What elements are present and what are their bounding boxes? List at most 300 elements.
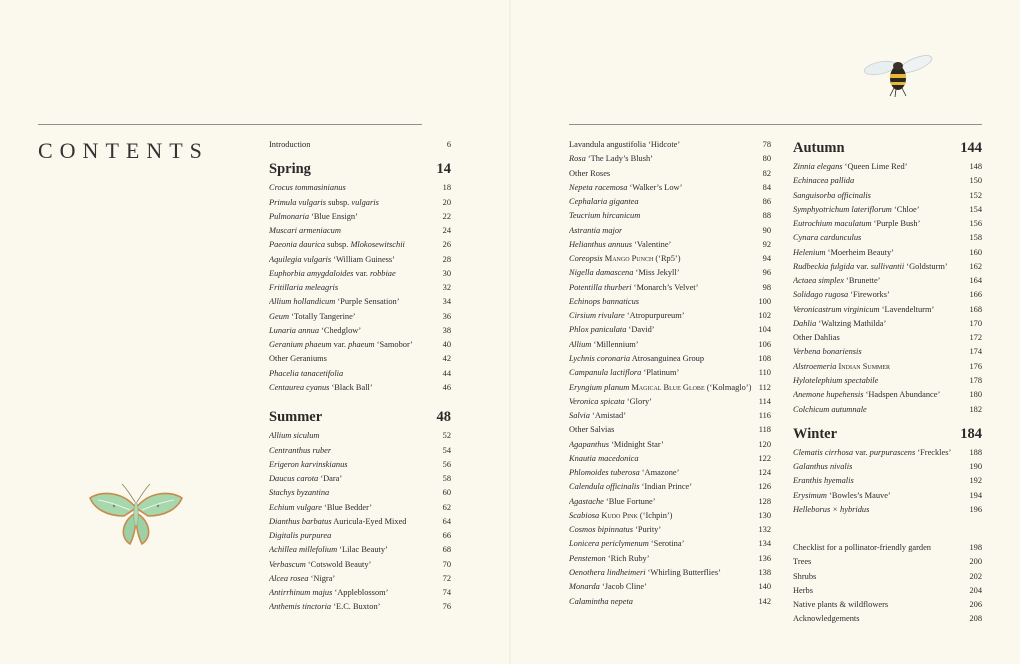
entry-page-number: 20: [442, 197, 451, 207]
toc-entry: [569, 167, 771, 181]
entry-title: [269, 295, 400, 309]
entry-page-number: 96: [762, 268, 771, 278]
entry-title-part: ‘Amistad’: [589, 411, 626, 421]
toc-entry: [793, 374, 982, 388]
entry-title-part: Allium: [569, 339, 592, 349]
entry-page-number: 64: [442, 516, 451, 526]
entry-page-number: 70: [442, 559, 451, 569]
entry-page-number: 86: [762, 197, 771, 207]
entry-title-part: ‘Lavendelturm’: [879, 304, 935, 314]
entry-title-part: Kudo Pink: [599, 510, 638, 520]
toc-entry: [793, 503, 982, 517]
entry-title-part: Rosa: [569, 154, 586, 164]
page-title: CONTENTS: [38, 138, 209, 163]
entry-title: [269, 267, 396, 281]
entry-title-part: ‘Valentine’: [632, 239, 672, 249]
entry-title: [569, 295, 639, 309]
entry-title-part: ‘William Guiness’: [331, 254, 395, 264]
entry-title-part: Dahlia: [793, 318, 817, 328]
entry-title: [269, 429, 319, 443]
entry-title: [569, 495, 656, 509]
entry-title: [269, 224, 341, 238]
entry-page-number: 78: [762, 140, 771, 149]
entry-page-number: 128: [758, 496, 771, 506]
entry-page-number: 18: [442, 183, 451, 193]
entry-title: [793, 260, 948, 274]
entry-title-part: ‘Blue Ensign’: [309, 211, 358, 221]
entry-title-part: Hylotelephium spectabile: [793, 375, 879, 385]
toc-entry: [269, 558, 451, 572]
entry-title-part: Erigeron karvinskianus: [269, 459, 348, 469]
entry-title: [569, 323, 655, 337]
entry-title-part: Phlox paniculata: [569, 325, 627, 335]
entry-title-part: (‘Kolmaglo’): [704, 382, 752, 392]
entry-title: [569, 423, 614, 437]
entry-page-number: 110: [758, 368, 771, 378]
entry-title-part: ‘The Lady’s Blush’: [585, 154, 653, 164]
toc-entry: [793, 460, 982, 474]
entry-title-part: var.: [353, 268, 370, 278]
entry-title: [569, 537, 684, 551]
entry-title-part: ‘Amazone’: [639, 468, 680, 478]
entry-page-number: 112: [758, 382, 771, 392]
entry-page-number: 154: [969, 204, 982, 214]
toc-entry: [569, 138, 771, 152]
toc-entry: [793, 446, 982, 460]
entry-title: [793, 231, 861, 245]
toc-entry: [269, 338, 451, 352]
entry-title-part: Muscari armeniacum: [269, 226, 341, 236]
entry-title-part: purpurascens: [869, 447, 916, 457]
entry-title-part: var.: [854, 261, 871, 271]
entry-page-number: 190: [969, 462, 982, 472]
entry-title-part: ‘Moerheim Beauty’: [825, 247, 894, 257]
entry-page-number: 84: [762, 182, 771, 192]
section-heading-spring: [269, 159, 451, 179]
entry-title-part: (‘Rp5’): [653, 254, 681, 264]
entry-page-number: 126: [758, 482, 771, 492]
entry-title: [569, 466, 679, 480]
entry-title-part: (‘Ichpin’): [637, 510, 673, 520]
entry-page-number: 90: [762, 225, 771, 235]
entry-title-part: subsp.: [325, 240, 351, 250]
entry-title-part: Echinacea pallida: [793, 176, 855, 186]
toc-entry: [793, 189, 982, 203]
entry-title: [269, 515, 406, 529]
toc-entry: [569, 266, 771, 280]
entry-title-part: Symphyotrichum lateriflorum: [793, 204, 892, 214]
entry-title-part: Eranthis hyemalis: [793, 476, 854, 486]
entry-page-number: 134: [758, 539, 771, 549]
entry-title-part: ‘Dara’: [318, 474, 343, 484]
entry-title: [269, 486, 329, 500]
entry-page-number: 40: [442, 340, 451, 350]
toc-entry: [793, 260, 982, 274]
entry-page-number: 66: [442, 531, 451, 541]
entry-title-part: Coreopsis: [569, 254, 603, 264]
entry-page-number: 120: [758, 439, 771, 449]
entry-title-part: Allium hollandicum: [269, 297, 336, 307]
entry-title: [793, 345, 862, 359]
entry-page-number: 102: [758, 311, 771, 321]
entry-title-part: Veronica spicata: [569, 396, 625, 406]
entry-title: [269, 558, 371, 572]
toc-entry: [569, 423, 771, 437]
entry-page-number: 38: [442, 325, 451, 335]
entry-title: [569, 152, 653, 166]
entry-title-part: Pulmonaria: [269, 211, 310, 221]
entry-title-part: Clematis cirrhosa: [793, 447, 854, 457]
toc-entry: [569, 452, 771, 466]
entry-title: [269, 600, 380, 614]
entry-page-number: 170: [969, 318, 982, 328]
entry-page-number: 192: [969, 476, 982, 486]
toc-entry: [569, 181, 771, 195]
entry-title-part: ‘Walker’s Low’: [627, 182, 683, 192]
entry-page-number: 196: [969, 504, 982, 514]
toc-spacer: [793, 517, 982, 529]
entry-title-part: ‘Platinum’: [641, 368, 680, 378]
entry-page-number: 104: [758, 325, 771, 335]
book-gutter: [509, 0, 511, 664]
entry-title-part: ‘Miss Jekyll’: [633, 268, 680, 278]
entry-page-number: 160: [969, 247, 982, 257]
entry-title-part: ‘Hadspen Abundance’: [863, 390, 941, 400]
toc-entry: [569, 438, 771, 452]
entry-title-part: Actaea simplex: [793, 276, 844, 286]
toc-entry: [793, 246, 982, 260]
entry-title: [569, 580, 647, 594]
toc-entry: [569, 252, 771, 266]
toc-entry: [269, 572, 451, 586]
entry-title-part: ‘David’: [626, 325, 655, 335]
entry-page-number: 156: [969, 219, 982, 229]
toc-entry: [269, 586, 451, 600]
toc-entry: [569, 523, 771, 537]
entry-title: [269, 181, 346, 195]
toc-entry: [793, 160, 982, 174]
entry-title: [793, 360, 890, 374]
toc-entry: [793, 584, 982, 598]
entry-page-number: 152: [969, 190, 982, 200]
entry-title-part: ‘Waltzing Mathilda’: [816, 318, 887, 328]
entry-title-part: ‘Millennium’: [591, 339, 639, 349]
toc-spacer: [269, 395, 451, 407]
toc-entry: [569, 195, 771, 209]
entry-title: [569, 338, 639, 352]
entry-page-number: 200: [969, 557, 982, 567]
entry-title: [269, 310, 356, 324]
entry-page-number: 204: [969, 585, 982, 595]
entry-title-part: ‘Nigra’: [308, 573, 336, 583]
toc-spacer: [793, 529, 982, 541]
entry-title: [269, 543, 388, 557]
toc-entry: [793, 555, 982, 569]
entry-title-part: Monarda: [569, 582, 600, 592]
entry-title: [269, 472, 342, 486]
entry-title-part: robbiae: [369, 268, 396, 278]
toc-column-1: [269, 138, 451, 615]
entry-page-number: 54: [442, 445, 451, 455]
entry-title: [793, 388, 940, 402]
toc-entry: [569, 552, 771, 566]
entry-title-part: Acknowledgements: [793, 614, 860, 624]
entry-title-part: ‘E.C. Buxton’: [331, 602, 381, 612]
entry-title-part: Verbascum: [269, 559, 306, 569]
entry-page-number: 32: [442, 283, 451, 293]
entry-page-number: 162: [969, 261, 982, 271]
toc-entry: [569, 152, 771, 166]
entry-page-number: 76: [442, 602, 451, 612]
entry-title-part: Other Geraniums: [269, 354, 327, 364]
entry-page-number: 88: [762, 211, 771, 221]
entry-title: [569, 195, 639, 209]
toc-entry: [793, 612, 982, 626]
entry-title: [793, 446, 951, 460]
entry-page-number: 158: [969, 233, 982, 243]
entry-page-number: 172: [969, 333, 982, 343]
rule-left: [38, 124, 422, 125]
toc-entry: [269, 367, 451, 381]
entry-page-number: 44: [442, 368, 451, 378]
entry-page-number: 26: [442, 240, 451, 250]
toc-entry: [269, 600, 451, 614]
entry-title-part: ‘Appleblossom’: [332, 588, 389, 598]
entry-title-part: ‘Brunette’: [843, 276, 881, 286]
entry-title: [569, 395, 652, 409]
toc-entry: [569, 338, 771, 352]
entry-title-part: Geranium phaeum: [269, 340, 332, 350]
entry-title: [269, 367, 343, 381]
entry-title: [569, 309, 685, 323]
toc-entry: [569, 323, 771, 337]
entry-title-part: Galanthus nivalis: [793, 462, 853, 472]
toc-entry: [569, 495, 771, 509]
toc-entry: [569, 238, 771, 252]
entry-page-number: 138: [758, 567, 771, 577]
toc-entry: [793, 541, 982, 555]
entry-title: [569, 138, 680, 152]
entry-title-part: Lonicera periclymenum: [569, 539, 649, 549]
entry-title-part: Alcea rosea: [269, 573, 309, 583]
entry-page-number: 82: [762, 168, 771, 178]
entry-page-number: 80: [762, 154, 771, 164]
bee-icon: [860, 52, 936, 98]
entry-page-number: 108: [758, 353, 771, 363]
entry-title-part: Cirsium rivulare: [569, 311, 625, 321]
entry-title: [569, 509, 672, 523]
entry-title: [569, 366, 679, 380]
entry-page-number: 116: [758, 411, 771, 421]
entry-page-number: 46: [442, 382, 451, 392]
toc-entry: [569, 466, 771, 480]
entry-title-part: Checklist for a pollinator-friendly garden: [793, 543, 931, 553]
toc-entry: [569, 537, 771, 551]
toc-spacer: [793, 417, 982, 424]
entry-page-number: 98: [762, 282, 771, 292]
entry-title-part: Paeonia daurica: [269, 240, 326, 250]
toc-entry: [269, 196, 451, 210]
entry-page-number: 100: [758, 296, 771, 306]
toc-entry: [793, 274, 982, 288]
entry-title-part: Cynara cardunculus: [793, 233, 862, 243]
toc-entry: [269, 210, 451, 224]
entry-title: [569, 352, 704, 366]
entry-title-part: Auricula-Eyed Mixed: [331, 516, 407, 526]
entry-title: [569, 523, 661, 537]
toc-column-3: [793, 138, 982, 627]
toc-entry: [269, 253, 451, 267]
entry-title-part: Solidago rugosa: [793, 290, 849, 300]
entry-page-number: 118: [758, 425, 771, 435]
toc-entry: [269, 267, 451, 281]
entry-title-part: Shrubs: [793, 571, 817, 581]
entry-title: [569, 595, 633, 609]
toc-entry: [569, 209, 771, 223]
entry-title: [793, 503, 869, 517]
toc-entry: [793, 388, 982, 402]
toc-entry: [569, 309, 771, 323]
entry-title-part: Nepeta racemosa: [569, 182, 628, 192]
entry-page-number: 188: [969, 447, 982, 457]
entry-title: [569, 552, 649, 566]
entry-title: [569, 252, 681, 266]
entry-title: [793, 612, 860, 626]
entry-title-part: ‘Freckles’: [915, 447, 952, 457]
entry-page-number: 136: [758, 553, 771, 563]
entry-title-part: Eutrochium maculatum: [793, 219, 872, 229]
toc-entry: [269, 543, 451, 557]
entry-title-part: Helenium: [793, 247, 826, 257]
toc-entry: [269, 486, 451, 500]
entry-title: [793, 246, 894, 260]
entry-title-part: Lychnis coronaria: [569, 353, 631, 363]
toc-entry: [269, 529, 451, 543]
entry-page-number: 182: [969, 404, 982, 414]
section-title: Spring: [269, 161, 311, 178]
entry-title: [269, 586, 388, 600]
entry-page-number: 72: [442, 573, 451, 583]
entry-title-part: Mango Punch: [602, 254, 654, 264]
toc-entry: [569, 224, 771, 238]
entry-title-part: Calamintha nepeta: [569, 596, 633, 606]
entry-title-part: phaeum: [348, 340, 375, 350]
toc-entry: [793, 474, 982, 488]
entry-page-number: 42: [442, 354, 451, 364]
entry-title-part: Agastache: [569, 496, 604, 506]
toc-entry: [569, 366, 771, 380]
entry-title: [569, 480, 692, 494]
entry-title: [269, 253, 395, 267]
entry-title-part: Introduction: [269, 140, 311, 149]
entry-title-part: ‘Monarch’s Velvet’: [631, 282, 699, 292]
entry-page-number: 150: [969, 176, 982, 186]
entry-title-part: Phacelia tanacetifolia: [269, 368, 344, 378]
toc-entry: [569, 281, 771, 295]
section-page-number: 14: [436, 161, 451, 178]
toc-entry: [793, 598, 982, 612]
toc-entry: [793, 345, 982, 359]
entry-title: [793, 570, 816, 584]
toc-entry: [269, 352, 451, 366]
entry-title-part: Echium vulgare: [269, 502, 322, 512]
entry-title-part: Fritillaria meleagris: [269, 283, 339, 293]
entry-title-part: ‘Purity’: [633, 525, 662, 535]
entry-title-part: Sanguisorba officinalis: [793, 190, 871, 200]
entry-title-part: ‘Serotina’: [648, 539, 685, 549]
entry-title-part: Phlomoides tuberosa: [569, 468, 640, 478]
section-heading-summer: [269, 407, 451, 427]
entry-page-number: 52: [442, 431, 451, 441]
toc-entry: [269, 444, 451, 458]
entry-title-part: Achillea millefolium: [269, 545, 338, 555]
toc-entry: [269, 501, 451, 515]
entry-title-part: Zinnia elegans: [793, 162, 843, 171]
entry-title: [793, 489, 891, 503]
entry-title: [269, 338, 413, 352]
entry-title-part: Calendula officinalis: [569, 482, 640, 492]
entry-page-number: 198: [969, 543, 982, 553]
entry-title: [269, 238, 405, 252]
entry-title-part: var.: [331, 340, 349, 350]
toc-entry: [269, 472, 451, 486]
section-title: Summer: [269, 409, 323, 426]
entry-title: [569, 381, 751, 395]
entry-title: [269, 324, 361, 338]
entry-title-part: Knautia macedonica: [569, 453, 639, 463]
section-page-number: 48: [436, 409, 451, 426]
entry-title-part: subsp.: [326, 197, 352, 207]
entry-title-part: ‘Chloe’: [891, 204, 920, 214]
entry-title-part: Native plants & wildflowers: [793, 600, 889, 610]
entry-title: [793, 403, 867, 417]
entry-title-part: ‘Goldsturm’: [904, 261, 948, 271]
entry-title-part: ‘Totally Tangerine’: [289, 311, 356, 321]
entry-title-part: Campanula lactiflora: [569, 368, 642, 378]
toc-entry: [793, 217, 982, 231]
entry-page-number: 148: [969, 162, 982, 171]
toc-entry: [269, 281, 451, 295]
entry-page-number: 206: [969, 600, 982, 610]
entry-title: [269, 458, 348, 472]
toc-entry: [269, 429, 451, 443]
entry-page-number: 132: [758, 525, 771, 535]
entry-page-number: 56: [442, 459, 451, 469]
entry-title: [269, 196, 379, 210]
entry-page-number: 142: [758, 596, 771, 606]
section-heading-autumn: [793, 138, 982, 158]
entry-title: [793, 555, 811, 569]
entry-page-number: 124: [758, 468, 771, 478]
entry-page-number: 166: [969, 290, 982, 300]
entry-title-part: vulgaris: [351, 197, 379, 207]
toc-entry: [793, 303, 982, 317]
toc-entry: [793, 489, 982, 503]
section-title: Winter: [793, 425, 838, 442]
entry-page-number: 194: [969, 490, 982, 500]
entry-title-part: Helianthus annuus: [569, 239, 633, 249]
entry-page-number: 140: [758, 582, 771, 592]
entry-title-part: Magical Blue Globe: [629, 382, 705, 392]
entry-title-part: Centranthus ruber: [269, 445, 332, 455]
entry-title: [793, 474, 854, 488]
entry-title-part: Erysimum: [793, 490, 827, 500]
entry-page-number: 164: [969, 276, 982, 286]
entry-title-part: ‘Queen Lime Red’: [842, 162, 908, 171]
toc-entry: [269, 181, 451, 195]
entry-title-part: sullivantii: [870, 261, 905, 271]
entry-title-part: Geum: [269, 311, 290, 321]
